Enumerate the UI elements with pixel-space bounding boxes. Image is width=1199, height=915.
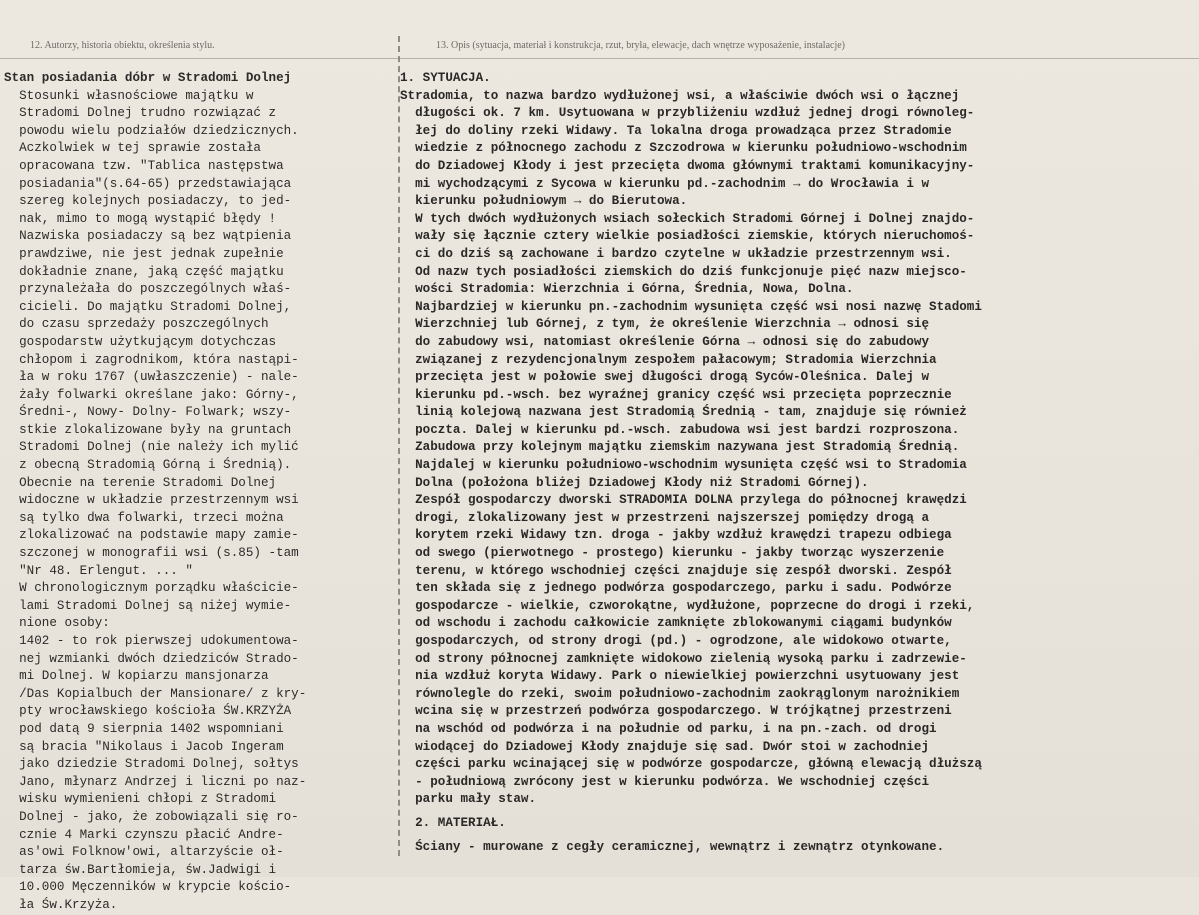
right-text-line: parku mały staw.	[400, 792, 537, 807]
left-text-line: Jano, młynarz Andrzej i liczni po naz-	[4, 774, 307, 789]
right-text-line: 2. MATERIAŁ.	[400, 815, 506, 830]
left-text-line: szczonej w monografii wsi (s.85) -tam	[4, 546, 299, 561]
right-text-line: wały się łącznie cztery wielkie posiadłości ziemskie, których nieruchomoś-	[400, 229, 975, 244]
left-text-line: W chronologicznym porządku właściciе-	[4, 581, 299, 596]
right-text-line: ten składa się z jednego podwórza gospodarczego, parku i sadu. Podwórze	[400, 581, 952, 596]
left-text-line: Stan posiadania dóbr w Stradomi Dolnej	[4, 71, 292, 85]
right-text-line: od swego (pierwotnego - prostego) kierunku - jakby tworząc wyszerzenie	[400, 546, 945, 561]
left-text-line: prawdziwe, nie jest jednak zupełnie	[4, 246, 284, 261]
right-column	[400, 0, 1199, 877]
right-text-line: od wschodu i zachodu całkowicie zamknięte zblokowanymi ciągami budynków	[400, 616, 952, 631]
left-text-line: są bracia "Nikolaus i Jacob Ingeram	[4, 739, 284, 754]
right-header-rule	[400, 58, 1199, 59]
left-text-line: /Das Kopialbuch der Mansionare/ z kry-	[4, 686, 307, 701]
left-column	[0, 0, 398, 912]
right-text-line: przecięta jest w połowie swej długości drogą Syców-Oleśnica. Dalej w	[400, 370, 930, 385]
right-text-line: korytem rzeki Widawy tzn. droga - jakby wzdłuż krawędzi trapezu odbiega	[400, 528, 952, 543]
right-text-line: wiodącej do Dziadowej Kłody znajduje się sad. Dwór stoi w zachodniej	[400, 739, 930, 754]
right-text-line: wości Stradomia: Wierzchnia i Górna, Średnia, Nowa, Dolna.	[400, 282, 854, 297]
left-text-line: lami Stradomi Dolnej są niżej wymie-	[4, 598, 292, 613]
left-text-line: nak, mimo to mogą wystąpić błędy !	[4, 211, 277, 226]
right-text-line: na wschód od podwórza i na południe od parku, i na pn.-zach. od drogi	[400, 721, 937, 736]
right-text-line: gospodarczych, od strony drogi (pd.) - ogrodzone, ale widokowo otwarte,	[400, 634, 952, 648]
left-text-line: Dolnej - jako, że zobowiązali się ro-	[4, 809, 299, 824]
left-text-line: jako dziedzie Stradomi Dolnej, sołtys	[4, 757, 299, 772]
right-text-line: Stradomia, to nazwa bardzo wydłużonej wsi, a właściwie dwóch wsi o łącznej	[400, 88, 960, 103]
right-text-line: Najbardziej w kierunku pn.-zachodnim wysunięta część wsi nosi nazwę Stadomi	[400, 299, 982, 314]
left-text-line: opracowana tzw. "Tablica następstwa	[4, 158, 284, 173]
left-text-line: as'owi Folknow'owi, altarzyście oł-	[4, 845, 284, 860]
left-text-line: są tylko dwa folwarki, trzeci można	[4, 510, 284, 525]
left-text-line: z obecną Stradomią Górną i Średnią).	[4, 458, 292, 473]
left-text-line: powodu wielu podziałów dziedzicznych.	[4, 123, 299, 138]
right-text-line: Ściany - murowane z cegły ceramicznej, wewnątrz i zewnątrz otynkowane.	[400, 839, 945, 854]
right-text-line: kierunku pd.-wsch. bez wyraźnej granicy część wsi przecięta poprzecznie	[400, 387, 952, 402]
right-text-line: łej do doliny rzeki Widawy. Ta lokalna droga prowadząca przez Stradomie	[400, 123, 952, 138]
right-text-line: gospodarcze - wielkie, czworokątne, wydłużone, poprzecne do drogi i rzeki,	[400, 598, 975, 613]
right-text-line: ci do dziś są zachowane i bardzo czytelne w układzie przestrzennym wsi.	[400, 246, 952, 261]
right-text-line: Najdalej w kierunku południowo-wschodnim wysunięta część wsi to Stradomia	[400, 458, 967, 473]
right-text-line: do zabudowy wsi, natomiast określenie Górna → odnosi się do zabudowy	[400, 334, 930, 349]
right-text-line: związanej z rezydencjonalnym zespołem pałacowym; Stradomia Wierzchnia	[400, 352, 937, 367]
left-column-text	[4, 70, 306, 915]
right-text-line: wcina się w przestrzeń podwórza gospodarczego. W trójkątnej przestrzeni	[400, 704, 952, 719]
left-text-line: żały folwarki określane jako: Górny-,	[4, 387, 299, 402]
left-text-line: widoczne w układzie przestrzennym wsi	[4, 493, 299, 508]
right-text-line: równolegle do rzeki, swoim południowo-zachodnim zaokrąglonym narożnikiem	[400, 686, 960, 701]
left-text-line: 10.000 Męczenników w krypcie kościo-	[4, 880, 292, 895]
left-text-line: do czasu sprzedaży poszczególnych	[4, 317, 269, 332]
right-text-line: Od nazw tych posiadłości ziemskich do dziś funkcjonuje pięć nazw miejsco-	[400, 264, 967, 279]
left-text-line: cicieli. Do majątku Stradomi Dolnej,	[4, 299, 292, 314]
left-text-line: dokładnie znane, jaką część majątku	[4, 264, 284, 279]
left-text-line: wisku wymienieni chłopi z Stradomi	[4, 792, 277, 807]
left-text-line: "Nr 48. Erlengut. ... "	[4, 563, 193, 578]
right-text-line: poczta. Dalej w kierunku pd.-wsch. zabudowa wsi jest bardzi rozproszona.	[400, 422, 960, 437]
left-text-line: stkie zlokalizowane były na gruntach	[4, 422, 292, 437]
left-text-line: Nazwiska posiadaczy są bez wątpienia	[4, 229, 292, 244]
left-text-line: cznie 4 Marki czynszu płacić Andre-	[4, 827, 284, 842]
left-text-line: chłopom i zagrodnikom, która nastąpi-	[4, 352, 299, 367]
right-text-line: części parku wcinającej się w podwórze gospodarcze, główną elewacją dłuższą	[400, 757, 982, 772]
left-text-line: 1402 - to rok pierwszej udokumentowa-	[4, 634, 299, 648]
right-text-line: Zespół gospodarczy dworski STRADOMIA DOLNA przylega do północnej krawędzi	[400, 493, 967, 508]
right-text-line: wiedzie z północnego zachodu z Szczodrowa w kierunku południowo-wschodnim	[400, 141, 967, 156]
left-text-line: Stosunki własnościowe majątku w	[4, 88, 254, 103]
right-text-line: drogi, zlokalizowany jest w przestrzeni najszerszej pomiędzy drogą a	[400, 510, 930, 525]
right-text-line: od strony północnej zamknięte widokowo zielenią wysoką parku i zadrzewie-	[400, 651, 967, 666]
right-text-line: linią kolejową nazwana jest Stradomią Średnią - tam, znajduje się również	[400, 405, 967, 420]
left-text-line: ła w roku 1767 (uwłaszczenie) - nale-	[4, 370, 299, 385]
left-text-line: nej wzmianki dwóch dziedziców Strado-	[4, 651, 299, 666]
left-text-line: Stradomi Dolnej trudno rozwiązać z	[4, 106, 277, 121]
left-text-line: przynależała do poszczególnych właś-	[4, 282, 292, 297]
left-text-line: tarza św.Bartłomieja, św.Jadwigi i	[4, 862, 277, 877]
left-text-line: Obecnie na terenie Stradomi Dolnej	[4, 475, 277, 490]
right-column-text	[400, 70, 982, 856]
right-text-line: Zabudowa przy kolejnym majątku ziemskim nazywana jest Stradomią Średnią.	[400, 440, 960, 455]
right-text-line: Wierzchniej lub Górnej, z tym, że określenie Wierzchnia → odnosi się	[400, 317, 930, 332]
right-text-line: Dolna (położona bliżej Dziadowej Kłody niż Stradomi Górnej).	[400, 475, 869, 490]
right-text-line: mi wychodzącymi z Sycowa w kierunku pd.-zachodnim → do Wrocławia i w	[400, 176, 930, 191]
right-text-line: terenu, w którego wschodniej części znajduje się zespół dworski. Zespół	[400, 563, 952, 578]
right-text-line: kierunku południowym → do Bierutowa.	[400, 194, 688, 209]
left-text-line: Stradomi Dolnej (nie należy ich mylić	[4, 440, 299, 455]
left-text-line: Średni-, Nowy- Dolny- Folwark; wszy-	[4, 405, 292, 420]
left-text-line: pod datą 9 sierpnia 1402 wspomniani	[4, 721, 284, 736]
left-text-line: Aczkolwiek w tej sprawie została	[4, 141, 261, 156]
left-text-line: mi Dolnej. W kopiarzu mansjonarza	[4, 669, 269, 684]
left-text-line: posiadania"(s.64-65) przedstawiająca	[4, 176, 292, 191]
left-text-line: ła Św.Krzyża.	[4, 897, 118, 912]
left-column-header: 12. Autorzy, historia obiektu, określenia stylu.	[30, 40, 215, 51]
right-text-line: do Dziadowej Kłody i jest przecięta dwoma głównymi traktami komunikacyjny-	[400, 158, 975, 173]
right-text-line: - południową zwrócony jest w kierunku podwórza. We wschodniej części	[400, 774, 930, 789]
left-text-line: pty wrocławskiego kościoła ŚW.KRZYŻA	[4, 704, 292, 719]
left-text-line: nione osoby:	[4, 616, 110, 631]
right-text-line: W tych dwóch wydłużonych wsiach sołeckich Stradomi Górnej i Dolnej znajdo-	[400, 211, 975, 226]
right-text-line: nia wzdłuż koryta Widawy. Park o niewielkiej powierzchni usytuowany jest	[400, 669, 960, 684]
right-text-line: długości ok. 7 km. Usytuowana w przybliżeniu wzdłuż jednej drogi równoleg-	[400, 106, 975, 121]
right-column-header: 13. Opis (sytuacja, materiał i konstrukcja, rzut, bryła, elewacje, dach wnętrze wyposażenie, instalacje)	[436, 40, 845, 51]
right-text-line: 1. SYTUACJA.	[400, 71, 491, 85]
left-text-line: szereg kolejnych posiadaczy, to jed-	[4, 194, 292, 209]
left-text-line: zlokalizować na podstawie mapy zamie-	[4, 528, 299, 543]
left-header-rule	[0, 58, 398, 59]
left-text-line: gospodarstw użytkującym dotychczas	[4, 334, 277, 349]
